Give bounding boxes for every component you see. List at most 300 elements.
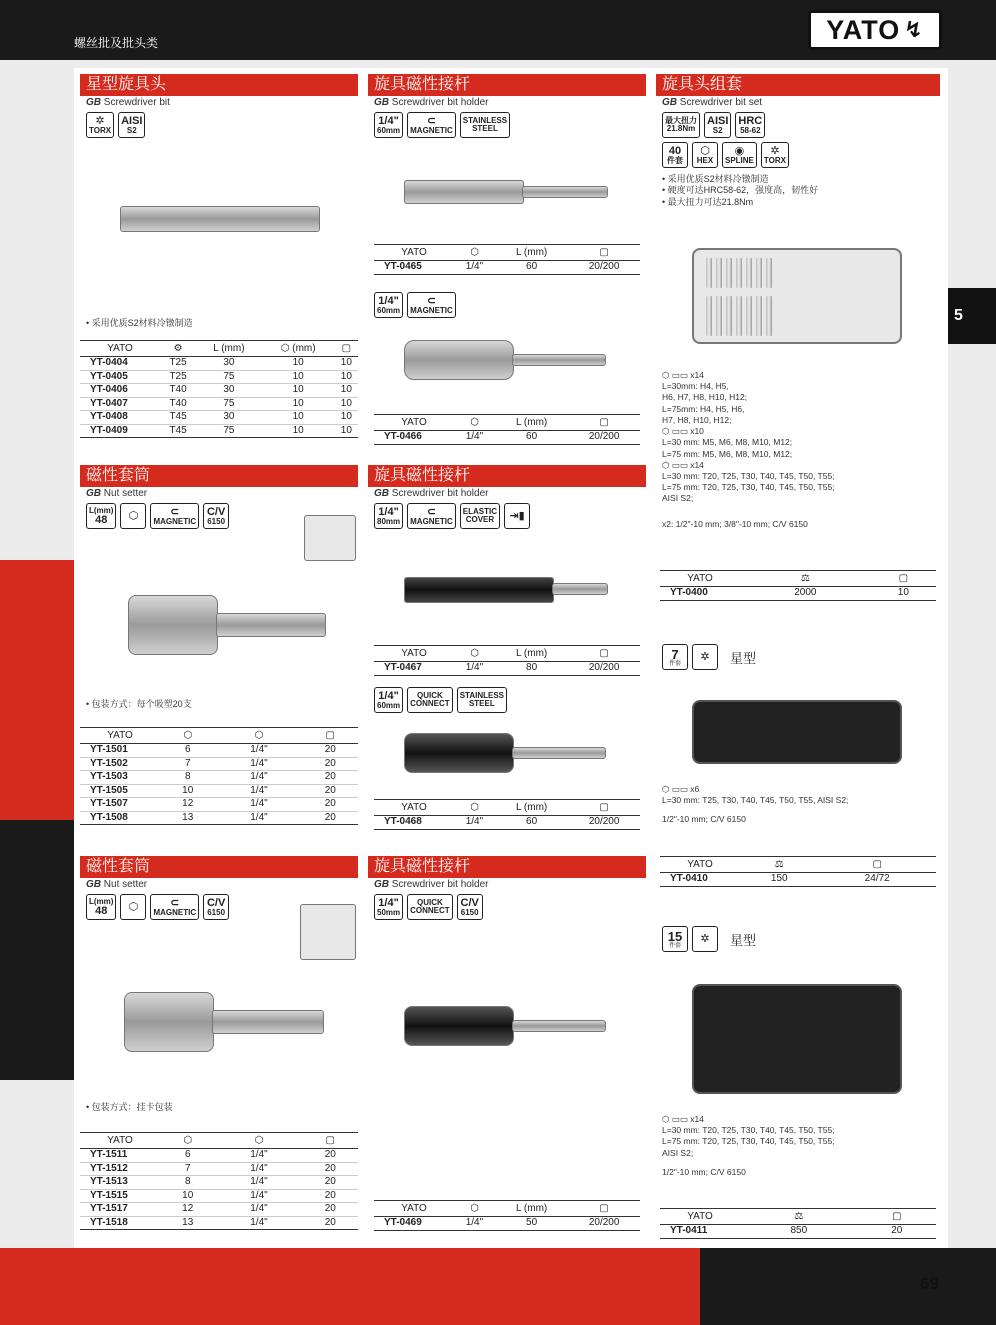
- col-header: ▢: [568, 415, 640, 431]
- spline-icon: ◉ SPLINE: [722, 142, 757, 168]
- product-code: YT-1518: [80, 1216, 160, 1230]
- feature-bullet: • 包装方式：挂卡包装: [86, 1102, 173, 1112]
- table-row: [80, 1216, 358, 1230]
- material-icon: STAINLESS STEEL: [460, 112, 510, 138]
- table-cell: 10: [335, 370, 358, 384]
- col-header: ⬡: [160, 728, 215, 744]
- product-image: [706, 258, 712, 288]
- feature-icons: [80, 108, 358, 142]
- table-cell: 1/4": [215, 744, 302, 758]
- table-cell: 1/4": [215, 798, 302, 812]
- panel-title: 磁性套筒: [80, 465, 358, 487]
- product-image: [404, 180, 524, 204]
- spec-line: AISI S2;: [662, 493, 694, 504]
- panel-title: 旋具磁性接杆: [368, 74, 646, 96]
- table-cell: 20: [303, 1189, 359, 1203]
- table-cell: 13: [160, 1216, 215, 1230]
- table-cell: 8: [160, 1176, 215, 1190]
- table-cell: 60: [495, 816, 568, 830]
- table-cell: 1/4": [215, 1176, 302, 1190]
- product-image: [716, 258, 722, 288]
- product-table: [80, 340, 358, 438]
- size-icon: 1/4" 60mm: [374, 687, 403, 713]
- quick-connect-icon: QUICK CONNECT: [407, 687, 453, 713]
- product-table: [660, 856, 936, 887]
- table-cell: 10: [262, 357, 335, 371]
- content-area: [74, 68, 948, 1248]
- product-table: [374, 414, 640, 445]
- table-cell: T25: [160, 357, 196, 371]
- table-cell: 12: [160, 798, 215, 812]
- hex-icon: ⬡: [120, 503, 146, 529]
- table-row: [80, 811, 358, 825]
- spec-line: L=30 mm: T25, T30, T40, T45, T50, T55, AISI S2;: [662, 795, 849, 806]
- material-icon: C/V 6150: [203, 503, 229, 529]
- bullet-item: • 硬度可达HRC58-62，强度高，韧性好: [662, 185, 819, 196]
- col-header: YATO: [660, 571, 740, 587]
- panel-subtitle: GB Screwdriver bit holder: [374, 879, 489, 890]
- col-header: ⬡ (mm): [262, 341, 335, 357]
- col-header: ▢: [568, 1201, 640, 1217]
- table-row: [374, 662, 640, 676]
- product-table: [80, 1132, 358, 1230]
- table-cell: 20: [303, 811, 359, 825]
- product-table: [374, 799, 640, 830]
- panel-bit-sets: [656, 74, 940, 1242]
- col-header: YATO: [80, 341, 160, 357]
- product-code: YT-1505: [80, 784, 160, 798]
- table-cell: 7: [160, 757, 215, 771]
- panel-title: 磁性套筒: [80, 856, 358, 878]
- table-cell: 30: [196, 384, 262, 398]
- bullet-item: • 采用优质S2材料冷镦制造: [662, 174, 769, 184]
- table-cell: 1/4": [454, 662, 495, 676]
- table-cell: 50: [495, 1217, 568, 1231]
- set-label: 星型: [730, 650, 757, 666]
- panel-title: 旋具磁性接杆: [368, 856, 646, 878]
- table-cell: 30: [196, 357, 262, 371]
- col-header: YATO: [374, 646, 454, 662]
- spec-line: 1/2"-10 mm; C/V 6150: [662, 814, 746, 825]
- panel-subtitle: GB Screwdriver bit holder: [374, 488, 489, 499]
- table-row: [80, 1176, 358, 1190]
- table-cell: 20: [303, 771, 359, 785]
- table-cell: 20/200: [568, 662, 640, 676]
- table-cell: T40: [160, 384, 196, 398]
- size-icon: 1/4" 80mm: [374, 503, 403, 529]
- product-code: YT-0406: [80, 384, 160, 398]
- table-row: [660, 873, 936, 887]
- feature-bullets: [656, 174, 940, 208]
- material-icon: STAINLESS STEEL: [457, 687, 507, 713]
- table-cell: 20: [303, 1162, 359, 1176]
- cover-icon: ELASTIC COVER: [460, 503, 500, 529]
- size-icon: 1/4" 50mm: [374, 894, 403, 920]
- product-image: [404, 1006, 514, 1046]
- quick-connect-icon: QUICK CONNECT: [407, 894, 453, 920]
- product-code: YT-0400: [660, 587, 740, 601]
- panel-torx-bit: [80, 74, 358, 452]
- product-code: YT-0409: [80, 424, 160, 438]
- table-cell: 30: [196, 411, 262, 425]
- table-cell: 20: [303, 757, 359, 771]
- table-cell: 1/4": [454, 431, 495, 445]
- col-header: ▢: [858, 1209, 936, 1225]
- feature-icons: [368, 890, 646, 924]
- table-row: [374, 1217, 640, 1231]
- col-header: ▢: [818, 857, 936, 873]
- spec-line: ⬡ ▭▭ x14: [662, 370, 704, 380]
- panel-subtitle: GB Screwdriver bit holder: [374, 97, 489, 108]
- product-image: [692, 700, 902, 764]
- product-table: [374, 1200, 640, 1231]
- torx-icon: ✲: [692, 926, 718, 952]
- chapter-tab: 5: [946, 288, 996, 344]
- table-cell: 1/4": [454, 261, 495, 275]
- panel-title: 星型旋具头: [80, 74, 358, 96]
- product-code: YT-0465: [374, 261, 454, 275]
- col-header: ⬡: [454, 415, 495, 431]
- panel-nut-setter-2: [80, 856, 358, 1242]
- product-image: [120, 206, 320, 232]
- product-table: [374, 645, 640, 676]
- col-header: YATO: [374, 1201, 454, 1217]
- table-cell: 20: [303, 1216, 359, 1230]
- col-header: L (mm): [495, 800, 568, 816]
- table-row: [660, 587, 936, 601]
- torx-icon: ✲ TORX: [86, 112, 114, 138]
- spec-line: ⬡ ▭▭ x14: [662, 459, 704, 470]
- product-image: [212, 1010, 324, 1034]
- table-cell: 6: [160, 1149, 215, 1163]
- spec-line: ⬡ ▭▭ x6: [662, 784, 700, 794]
- table-cell: 10: [160, 1189, 215, 1203]
- material-icon: C/V 6150: [457, 894, 483, 920]
- table-row: [80, 370, 358, 384]
- torx-icon: ✲: [692, 644, 718, 670]
- table-cell: 10: [335, 397, 358, 411]
- product-image: [404, 733, 514, 773]
- feature-icons: [368, 108, 646, 142]
- table-cell: 1/4": [215, 757, 302, 771]
- spec-line: L=75 mm: T20, T25, T30, T40, T45, T50, T55;: [662, 482, 835, 493]
- col-header: ⬡: [215, 728, 302, 744]
- table-row: [80, 784, 358, 798]
- spec-line: L=30 mm: M5, M6, M8, M10, M12;: [662, 437, 793, 448]
- panel-subtitle: GB Screwdriver bit: [86, 97, 170, 108]
- product-image: [216, 613, 326, 637]
- product-code: YT-1512: [80, 1162, 160, 1176]
- spec-line: L=75 mm: M5, M6, M8, M10, M12;: [662, 448, 793, 459]
- product-code: YT-1517: [80, 1203, 160, 1217]
- product-image: [726, 296, 732, 336]
- piece-count: 7 件套: [662, 644, 688, 670]
- col-header: YATO: [374, 415, 454, 431]
- table-row: [80, 771, 358, 785]
- table-cell: 20/200: [568, 816, 640, 830]
- table-cell: 75: [196, 424, 262, 438]
- table-row: [80, 1162, 358, 1176]
- table-cell: 1/4": [215, 784, 302, 798]
- table-row: [80, 744, 358, 758]
- col-header: ⚖: [740, 857, 818, 873]
- table-row: [80, 798, 358, 812]
- col-header: ▢: [303, 1133, 359, 1149]
- product-table: [374, 244, 640, 275]
- product-code: YT-1515: [80, 1189, 160, 1203]
- table-cell: 20/200: [568, 261, 640, 275]
- table-cell: T45: [160, 411, 196, 425]
- table-cell: 80: [495, 662, 568, 676]
- panel-title: 旋具头组套: [656, 74, 940, 96]
- hardness-icon: HRC 58-62: [735, 112, 765, 138]
- panel-bit-holder-1: [368, 74, 646, 452]
- table-cell: 6: [160, 744, 215, 758]
- col-header: ⚖: [740, 1209, 858, 1225]
- feature-icons: [368, 683, 513, 717]
- magnet-icon: ⊂ MAGNETIC: [150, 894, 199, 920]
- magnet-icon: ⊂ MAGNETIC: [407, 112, 456, 138]
- table-cell: 10: [262, 411, 335, 425]
- release-icon: ⇥▮: [504, 503, 530, 529]
- table-cell: 1/4": [215, 1162, 302, 1176]
- background-stripe: [0, 560, 74, 820]
- spec-line: L=30mm: H4, H5,: [662, 381, 729, 392]
- brand-logo: YATO ↯: [808, 10, 942, 50]
- col-header: YATO: [374, 245, 454, 261]
- background-stripe: [0, 820, 74, 1080]
- table-cell: 7: [160, 1162, 215, 1176]
- col-header: ▢: [303, 728, 359, 744]
- product-image: [512, 747, 606, 759]
- table-cell: 1/4": [215, 771, 302, 785]
- product-code: YT-1503: [80, 771, 160, 785]
- product-image: [124, 992, 214, 1052]
- table-cell: T40: [160, 397, 196, 411]
- product-image: [128, 595, 218, 655]
- table-cell: 1/4": [454, 1217, 495, 1231]
- set-spec: [656, 784, 848, 826]
- table-row: [374, 816, 640, 830]
- col-header: ▢: [568, 245, 640, 261]
- spec-line: x2: 1/2"-10 mm; 3/8"-10 mm; C/V 6150: [662, 518, 808, 529]
- table-cell: 20/200: [568, 431, 640, 445]
- product-code: YT-1511: [80, 1149, 160, 1163]
- col-header: YATO: [374, 800, 454, 816]
- torx-icon: ✲ TORX: [761, 142, 789, 168]
- table-cell: 20: [303, 1176, 359, 1190]
- table-row: [80, 357, 358, 371]
- feature-icons: [368, 499, 646, 533]
- spec-line: ⬡ ▭▭ x14: [662, 1114, 704, 1124]
- spec-line: L=30 mm: T20, T25, T30, T40, T45, T50, T55;: [662, 470, 835, 481]
- piece-count: 15 件套: [662, 926, 688, 952]
- table-cell: 10: [335, 357, 358, 371]
- hex-icon: ⬡: [120, 894, 146, 920]
- bullet-item: • 最大扭力可达21.8Nm: [662, 196, 754, 207]
- table-row: [80, 424, 358, 438]
- product-code: YT-0466: [374, 431, 454, 445]
- table-cell: 10: [262, 370, 335, 384]
- table-cell: 1/4": [215, 1189, 302, 1203]
- product-code: YT-0467: [374, 662, 454, 676]
- panel-subtitle: GB Nut setter: [86, 879, 148, 890]
- product-image: [766, 258, 772, 288]
- table-cell: 60: [495, 431, 568, 445]
- table-row: [80, 1189, 358, 1203]
- product-image: [404, 577, 554, 603]
- col-header: ▢: [568, 646, 640, 662]
- category-label: 螺丝批及批头类: [74, 36, 159, 50]
- col-header: YATO: [660, 857, 740, 873]
- product-code: YT-1501: [80, 744, 160, 758]
- table-cell: 24/72: [818, 873, 936, 887]
- product-image: [522, 186, 608, 198]
- product-image: [746, 296, 752, 336]
- col-header: ⬡: [454, 245, 495, 261]
- product-code: YT-0404: [80, 357, 160, 371]
- spec-line: H7, H8, H10, H12;: [662, 414, 732, 425]
- spec-line: L=75 mm: T20, T25, T30, T40, T45, T50, T55;: [662, 1136, 835, 1147]
- set-label: 星型: [730, 932, 757, 948]
- product-image: [692, 984, 902, 1094]
- table-cell: 8: [160, 771, 215, 785]
- col-header: ▢: [335, 341, 358, 357]
- table-cell: 12: [160, 1203, 215, 1217]
- feature-icons: [368, 288, 462, 322]
- table-row: [660, 1225, 936, 1239]
- spec-line: H6, H7, H8, H10, H12;: [662, 392, 748, 403]
- table-row: [80, 411, 358, 425]
- table-cell: 20: [303, 784, 359, 798]
- table-cell: T25: [160, 370, 196, 384]
- feature-icons: [656, 108, 940, 142]
- panel-bit-holder-3: [368, 856, 646, 1242]
- col-header: ⬡: [215, 1133, 302, 1149]
- col-header: L (mm): [495, 245, 568, 261]
- table-cell: 20: [303, 744, 359, 758]
- spec-line: L=30 mm: T20, T25, T30, T40, T45, T50, T55;: [662, 1125, 835, 1136]
- table-cell: 10: [160, 784, 215, 798]
- col-header: ⬡: [160, 1133, 215, 1149]
- feature-icons: [656, 142, 940, 172]
- col-header: ▢: [871, 571, 936, 587]
- table-cell: 10: [335, 384, 358, 398]
- table-cell: 75: [196, 397, 262, 411]
- panel-subtitle: GB Nut setter: [86, 488, 148, 499]
- product-image: [736, 296, 742, 336]
- table-cell: 10: [335, 424, 358, 438]
- background-stripe: [700, 1248, 996, 1325]
- product-image: [716, 296, 722, 336]
- product-image: [746, 258, 752, 288]
- table-cell: 20: [303, 798, 359, 812]
- table-cell: 10: [262, 384, 335, 398]
- product-code: YT-1508: [80, 811, 160, 825]
- col-header: L (mm): [495, 415, 568, 431]
- magnet-icon: ⊂ MAGNETIC: [407, 503, 456, 529]
- table-cell: 1/4": [454, 816, 495, 830]
- table-cell: 2000: [740, 587, 871, 601]
- product-code: YT-0411: [660, 1225, 740, 1239]
- product-image: [726, 258, 732, 288]
- table-cell: 1/4": [215, 1149, 302, 1163]
- product-image: [766, 296, 772, 336]
- table-cell: 20/200: [568, 1217, 640, 1231]
- product-image: [756, 296, 762, 336]
- product-code: YT-0410: [660, 873, 740, 887]
- table-cell: 20: [303, 1203, 359, 1217]
- product-image: [736, 258, 742, 288]
- table-cell: 13: [160, 811, 215, 825]
- col-header: YATO: [80, 1133, 160, 1149]
- col-header: YATO: [80, 728, 160, 744]
- material-icon: AISI S2: [704, 112, 731, 138]
- torque-icon: 最大扭力 21.8Nm: [662, 112, 700, 138]
- col-header: L (mm): [495, 1201, 568, 1217]
- panel-subtitle: GB Screwdriver bit set: [662, 97, 763, 108]
- product-image: [404, 340, 514, 380]
- table-row: [374, 261, 640, 275]
- col-header: L (mm): [196, 341, 262, 357]
- feature-bullet: • 包装方式：每个吸塑20支: [86, 699, 192, 709]
- product-table: [80, 727, 358, 825]
- table-cell: 10: [262, 424, 335, 438]
- set-spec: [656, 1114, 835, 1178]
- material-icon: C/V 6150: [203, 894, 229, 920]
- col-header: ⚖: [740, 571, 871, 587]
- spec-line: 1/2"-10 mm; C/V 6150: [662, 1166, 746, 1177]
- table-cell: 150: [740, 873, 818, 887]
- table-cell: 20: [858, 1225, 936, 1239]
- col-header: ⚙: [160, 341, 196, 357]
- table-cell: T45: [160, 424, 196, 438]
- table-row: [80, 1149, 358, 1163]
- length-icon: L(mm) 48: [86, 503, 116, 529]
- spec-line: AISI S2;: [662, 1147, 694, 1158]
- product-image: [706, 296, 712, 336]
- page-number: 69: [920, 1274, 939, 1293]
- table-cell: 850: [740, 1225, 858, 1239]
- panel-nut-setter-1: [80, 465, 358, 843]
- table-cell: 10: [262, 397, 335, 411]
- product-code: YT-0408: [80, 411, 160, 425]
- product-code: YT-0405: [80, 370, 160, 384]
- feature-bullet: • 采用优质S2材料冷镦制造: [86, 318, 193, 328]
- set-spec: [656, 370, 835, 530]
- product-image: [512, 1020, 606, 1032]
- table-cell: 60: [495, 261, 568, 275]
- piece-count-icon: 40 件套: [662, 142, 688, 168]
- table-cell: 75: [196, 370, 262, 384]
- col-header: ⬡: [454, 800, 495, 816]
- product-code: YT-0407: [80, 397, 160, 411]
- magnet-icon: ⊂ MAGNETIC: [150, 503, 199, 529]
- product-code: YT-1507: [80, 798, 160, 812]
- table-cell: 1/4": [215, 811, 302, 825]
- col-header: ⬡: [454, 646, 495, 662]
- table-row: [80, 397, 358, 411]
- product-code: YT-1502: [80, 757, 160, 771]
- material-icon: AISI S2: [118, 112, 145, 138]
- table-cell: 10: [335, 411, 358, 425]
- table-row: [374, 431, 640, 445]
- hex-icon: ⬡ HEX: [692, 142, 718, 168]
- table-cell: 1/4": [215, 1216, 302, 1230]
- col-header: ▢: [568, 800, 640, 816]
- product-code: YT-1513: [80, 1176, 160, 1190]
- product-table: [660, 1208, 936, 1239]
